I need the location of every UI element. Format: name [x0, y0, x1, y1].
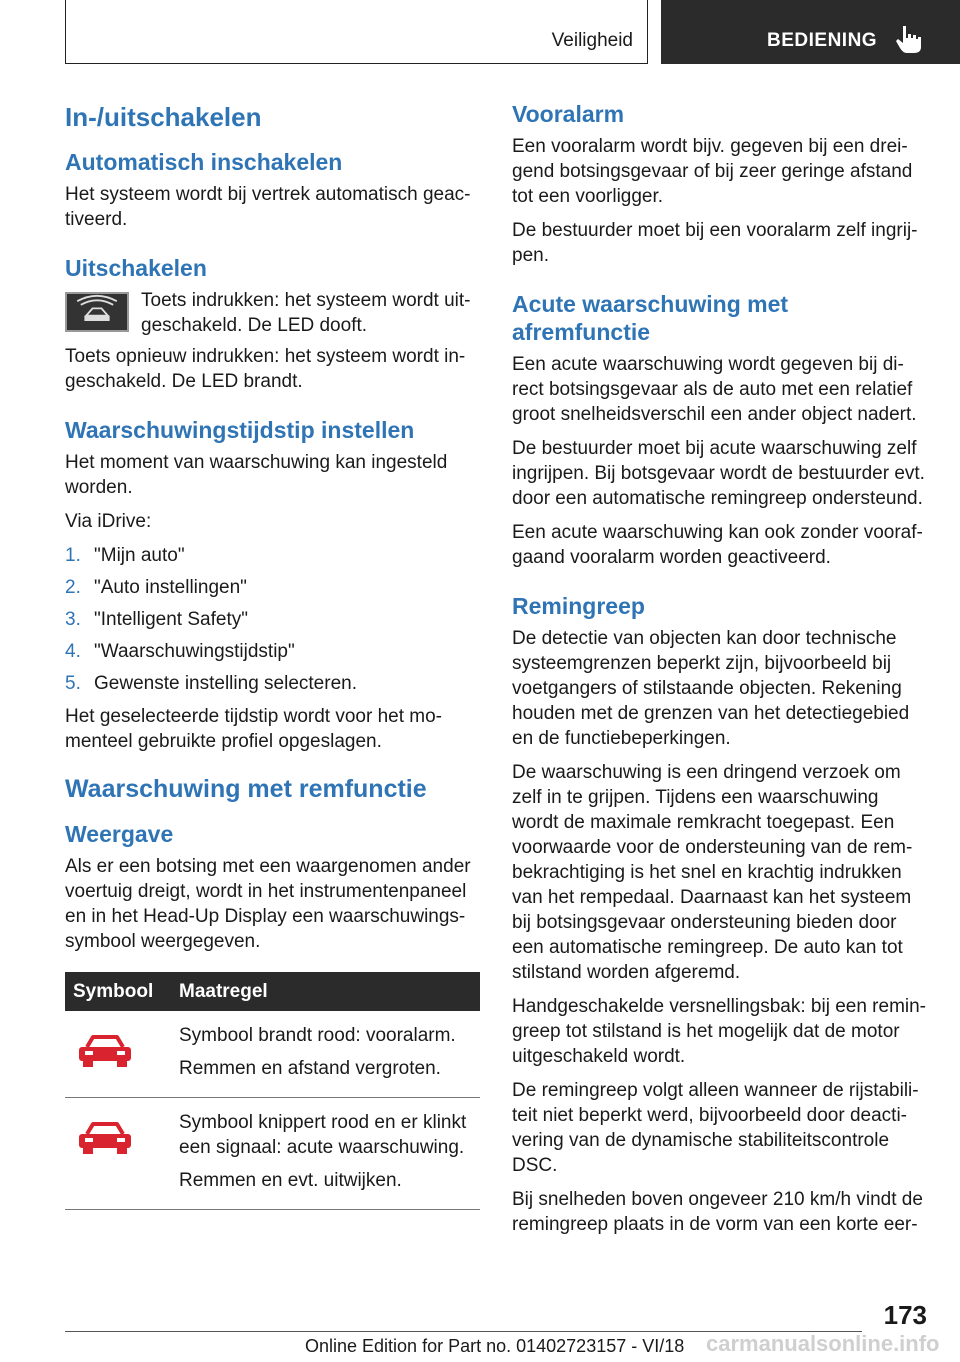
paragraph-saved: Het geselecteerde tijdstip wordt voor het mo-menteel gebruikte profiel opgeslagen.: [65, 706, 443, 752]
table-row: Symbool knippert rood en er klinkt een signaal: acute waarschuwing. Remmen en evt. uitwijken.: [65, 1098, 480, 1210]
paragraph-voor1: Een vooralarm wordt bijv. gegeven bij een drei-gend botsingsgevaar of bij zeer geringe afstand tot een voorligger.: [512, 136, 913, 207]
key-row: [65, 288, 480, 338]
paragraph-acute3: Een acute waarschuwing kan ook zonder vooraf-gaand vooralarm worden geactiveerd.: [512, 522, 923, 568]
paragraph-via: Via iDrive:: [65, 511, 152, 532]
paragraph-rem5: Bij snelheden boven ongeveer 210 km/h vindt de remingreep plaats in de vorm van een korte eer-: [512, 1189, 923, 1235]
table-header-symbool: Symbool: [65, 972, 171, 1011]
list-item: 2. "Auto instellingen": [65, 577, 247, 598]
distance-key-icon: [65, 292, 129, 332]
heading-uitschakelen: Uitschakelen: [65, 255, 207, 281]
watermark: carmanualsonline.info: [706, 1331, 940, 1356]
steps-list: [65, 543, 480, 696]
car-warning-icon: [75, 1033, 135, 1069]
paragraph-key: Toets indrukken: het systeem wordt uit-geschakeld. De LED dooft.: [141, 290, 471, 336]
symbol-table: [65, 972, 480, 1210]
heading-remingreep: Remingreep: [512, 593, 645, 619]
paragraph-tijd: Het moment van waarschuwing kan ingesteld worden.: [65, 452, 448, 498]
table-row: Symbool brandt rood: vooralarm. Remmen en afstand vergroten.: [65, 1011, 480, 1098]
right-column: [512, 100, 927, 1246]
paragraph-rem1: De detectie van objecten kan door technische systeemgrenzen beperkt zijn, bijvoorbeeld bij voetgangers of stilstaande objecten. Rekening houden met de grenzen van het detectiegebied en de functiebeperkingen.: [512, 628, 910, 749]
heading-in-uitschakelen: In-/uitschakelen: [65, 102, 262, 132]
paragraph-rem4: De remingreep volgt alleen wanneer de rijstabili-teit niet beperkt werd, bijvoorbeeld door deacti-vering van de dynamische stabiliteitscontrole DSC.: [512, 1080, 919, 1176]
list-item: 4. "Waarschuwingstijdstip": [65, 641, 295, 662]
paragraph-acute2: De bestuurder moet bij acute waarschuwing zelf ingrijpen. Bij botsgevaar wordt de bestuurder evt. door een automatische remingreep ondersteund.: [512, 438, 925, 509]
chapter-title: BEDIENING: [767, 30, 878, 51]
hand-pointer-icon: [895, 24, 923, 54]
header-section-box: [65, 0, 648, 64]
heading-weergave: Weergave: [65, 821, 174, 847]
heading-automatisch-inschakelen: Automatisch inschakelen: [65, 149, 343, 175]
paragraph-again: Toets opnieuw indrukken: het systeem wordt in-geschakeld. De LED brandt.: [65, 346, 466, 392]
section-title: Veiligheid: [551, 30, 633, 51]
chapter-tab: [661, 0, 960, 64]
paragraph-rem3: Handgeschakelde versnellingsbak: bij een remin-greep tot stilstand is het mogelijk dat de motor uitgeschakeld wordt.: [512, 996, 927, 1067]
paragraph-weergave: Als er een botsing met een waargenomen ander voertuig dreigt, wordt in het instrumentenpaneel en in het Head-Up Display een waarschuwings-symbool weergegeven.: [65, 856, 471, 952]
list-item: 5. Gewenste instelling selecteren.: [65, 673, 357, 694]
heading-acute-waarschuwing: Acute waarschuwing met afremfunctie: [512, 291, 789, 345]
paragraph-voor2: De bestuurder moet bij een vooralarm zelf ingrij-pen.: [512, 220, 918, 266]
heading-waarschuwing-remfunctie: Waarschuwing met remfunctie: [65, 775, 427, 803]
list-item: 1. "Mijn auto": [65, 545, 185, 566]
paragraph-rem2: De waarschuwing is een dringend verzoek om zelf in te grijpen. Tijdens een waarschuwing wordt de maximale remkracht toegepast. Een voorwaarde voor de ondersteuning van de rem-bekrachtiging is het snel en krachtig indrukken van het rempedaal. Daarnaast kan het systeem bij botsingsgevaar ondersteuning bieden door een automatische remingreep. De auto kan tot stilstand worden afgeremd.: [512, 762, 913, 983]
list-item: 3. "Intelligent Safety": [65, 609, 248, 630]
table-header-maatregel: Maatregel: [171, 972, 480, 1011]
footer-edition: Online Edition for Part no. 01402723157 - VI/18: [305, 1336, 685, 1356]
paragraph-acute1: Een acute waarschuwing wordt gegeven bij di-rect botsingsgevaar als de auto met een relatief groot snelheidsverschil een ander object nadert.: [512, 354, 917, 425]
page-number: 173: [883, 1300, 927, 1330]
paragraph-auto: Het systeem wordt bij vertrek automatisch geac-tiveerd.: [65, 184, 471, 230]
car-warning-icon: [75, 1120, 135, 1156]
heading-vooralarm: Vooralarm: [512, 101, 625, 127]
heading-waarschuwingstijdstip: Waarschuwingstijdstip instellen: [65, 417, 415, 443]
left-column: [65, 100, 480, 1210]
